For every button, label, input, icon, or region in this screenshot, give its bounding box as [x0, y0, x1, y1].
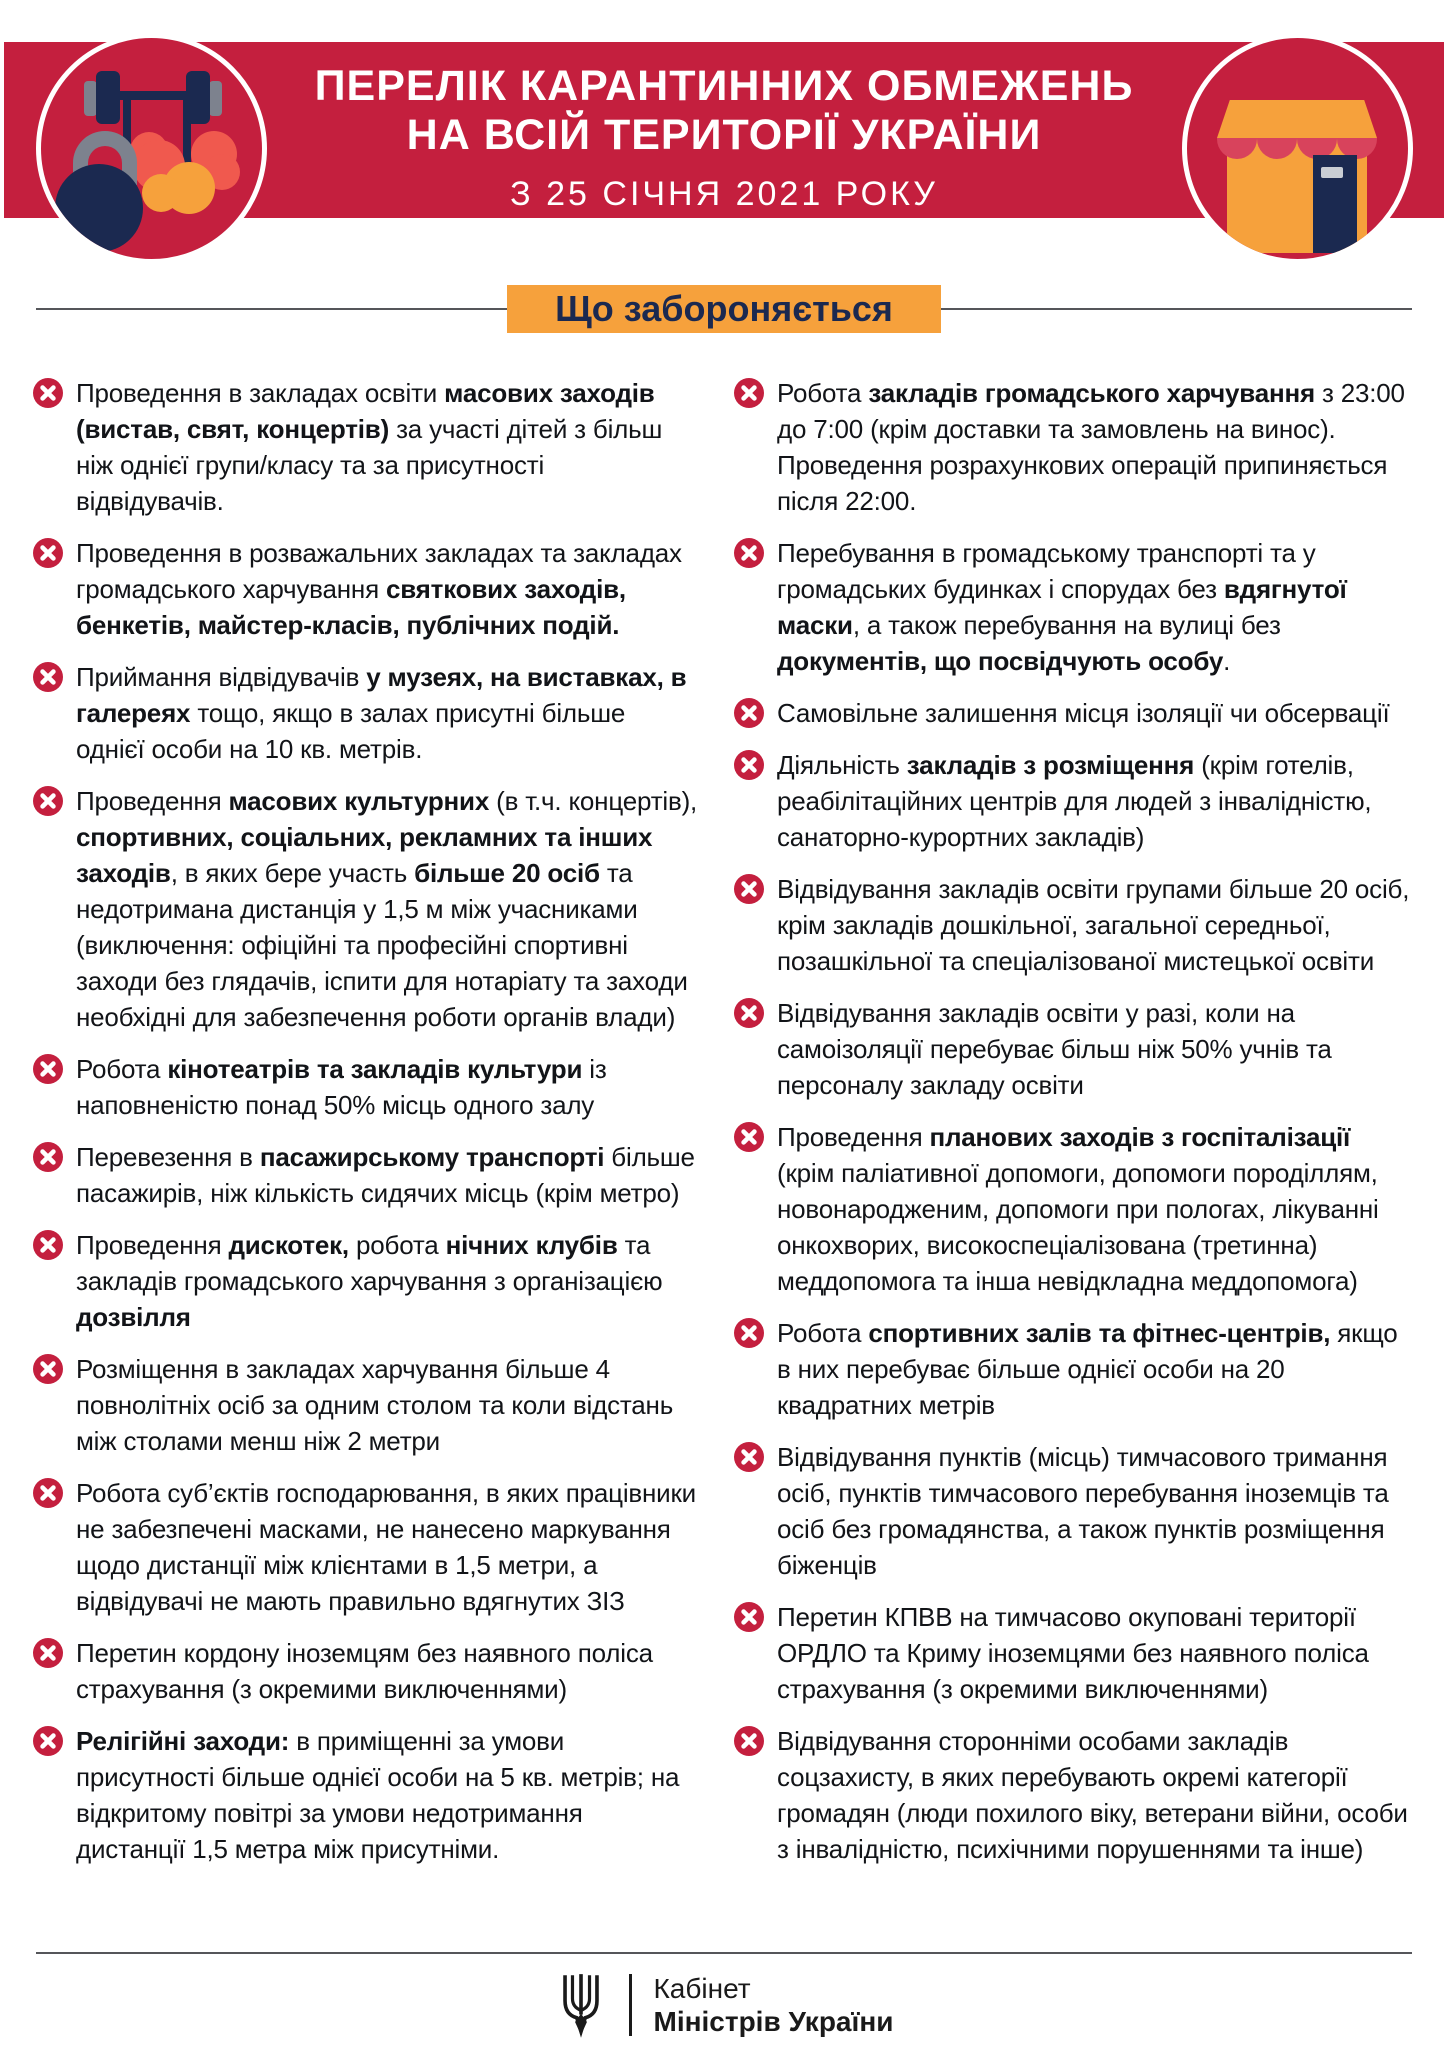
section-banner: Що забороняється [507, 285, 941, 333]
restriction-item [33, 535, 698, 643]
prohibited-x-icon [33, 662, 63, 692]
restriction-text: Перевезення в пасажирському транспорті більше пасажирів, ніж кількість сидячих місць (крім метро) [76, 1142, 695, 1208]
restrictions-column-right [734, 375, 1412, 1883]
prohibited-x-icon [734, 1318, 764, 1348]
footer-divider-line [36, 1952, 1412, 1954]
prohibited-x-icon [33, 1638, 63, 1668]
restriction-text: Проведення масових культурних (в т.ч. концертів), спортивних, соціальних, рекламних та інших заходів, в яких бере участь більше 20 осіб та недотримана дистанція у 1,5 м між учасниками (виключення: офіційні та професійні спортивні заходи без глядачів, іспити для нотаріату та заходи необхідні для забезпечення роботи органів влади) [76, 786, 698, 1032]
barbell-collar [209, 81, 222, 116]
restriction-text: Відвідування закладів освіти групами більше 20 осіб, крім закладів дошкільної, загальної середньої, позашкільної та спеціалізованої мистецької освіти [777, 874, 1410, 976]
barbell-plate [186, 71, 210, 124]
prohibited-x-icon [33, 1054, 63, 1084]
restriction-text: Самовільне залишення місця ізоляції чи обсервації [777, 698, 1390, 728]
restriction-item [33, 1227, 698, 1335]
prohibited-x-icon [734, 1442, 764, 1472]
restriction-text: Релігійні заходи: в приміщенні за умови присутності більше однієї особи на 5 кв. метрів; на відкритому повітрі за умови недотримання дистанції 1,5 метра між присутніми. [76, 1726, 680, 1864]
restriction-item [734, 1723, 1412, 1867]
restriction-item [33, 1051, 698, 1123]
restriction-item [33, 783, 698, 1035]
restriction-text: Проведення в закладах освіти масових заходів (вистав, свят, концертів) за участі дітей з більш ніж однієї групи/класу та за присутності відвідувачів. [76, 378, 663, 516]
prohibited-x-icon [33, 1726, 63, 1756]
storefront-icon [1182, 33, 1413, 264]
prohibited-x-icon [734, 1726, 764, 1756]
restriction-item [734, 995, 1412, 1103]
restriction-item [33, 1635, 698, 1707]
restriction-item [734, 535, 1412, 679]
org-name [654, 1972, 894, 2038]
prohibited-x-icon [734, 874, 764, 904]
logo-divider [629, 1974, 632, 2036]
header-titles [240, 62, 1208, 213]
restriction-text: Робота спортивних залів та фітнес-центрів, якщо в них перебуває більше однієї особи на 20 квадратних метрів [777, 1318, 1398, 1420]
restriction-item [33, 659, 698, 767]
medicine-ball [142, 174, 180, 212]
prohibited-x-icon [734, 378, 764, 408]
restriction-item [33, 1351, 698, 1459]
prohibited-x-icon [734, 1122, 764, 1152]
prohibited-x-icon [33, 1478, 63, 1508]
poster-title-line2: НА ВСІЙ ТЕРИТОРІЇ УКРАЇНИ [406, 111, 1042, 159]
restriction-item [734, 1315, 1412, 1423]
prohibited-x-icon [33, 1354, 63, 1384]
tryzub-coat-of-arms-icon [555, 1972, 607, 2038]
restriction-text: Робота закладів громадського харчування з 23:00 до 7:00 (крім доставки та замовлень на винос). Проведення розрахункових операцій припиняється після 22:00. [777, 378, 1405, 516]
poster-subtitle: З 25 СІЧНЯ 2021 РОКУ [510, 175, 938, 213]
store-awning [1217, 100, 1377, 138]
restriction-item [734, 1119, 1412, 1299]
cabinet-of-ministers-logo [0, 1972, 1448, 2038]
prohibited-x-icon [734, 1602, 764, 1632]
restriction-text: Приймання відвідувачів у музеях, на виставках, в галереях тощо, якщо в залах присутні більше однієї особи на 10 кв. метрів. [76, 662, 687, 764]
prohibited-x-icon [33, 378, 63, 408]
prohibited-x-icon [33, 1230, 63, 1260]
restriction-text: Відвідування сторонніми особами закладів соцзахисту, в яких перебувають окремі категорії громадян (люди похилого віку, ветерани війни, особи з інвалідністю, психічними порушеннями та інше) [777, 1726, 1408, 1864]
restriction-text: Робота суб’єктів господарювання, в яких працівники не забезпечені масками, не нанесено маркування щодо дистанції між клієнтами в 1,5 метри, а відвідувачі не мають правильно вдягнутих ЗІЗ [76, 1478, 697, 1616]
kettlebell-ball [55, 164, 143, 252]
restrictions-column-left [33, 375, 698, 1883]
org-name-line1: Кабінет [653, 1973, 751, 2004]
prohibited-x-icon [734, 698, 764, 728]
restriction-item [33, 1475, 698, 1619]
restriction-item [33, 1723, 698, 1867]
restriction-item [734, 1599, 1412, 1707]
prohibited-x-icon [734, 538, 764, 568]
restriction-text: Відвідування закладів освіти у разі, коли на самоізоляції перебуває більш ніж 50% учнів та персоналу закладу освіти [777, 998, 1332, 1100]
restriction-item [734, 375, 1412, 519]
prohibited-x-icon [33, 538, 63, 568]
restriction-text: Проведення в розважальних закладах та закладах громадського харчування святкових заходів, бенкетів, майстер-класів, публічних подій. [76, 538, 682, 640]
restriction-item [734, 695, 1412, 731]
door-handle [1321, 167, 1343, 178]
barbell-plate [96, 71, 120, 124]
restriction-item [734, 747, 1412, 855]
restriction-text: Перетин кордону іноземцям без наявного поліса страхування (з окремими виключеннями) [76, 1638, 653, 1704]
restriction-text: Перетин КПВВ на тимчасово окуповані території ОРДЛО та Криму іноземцями без наявного поліса страхування (з окремими виключеннями) [777, 1602, 1369, 1704]
restriction-text: Перебування в громадському транспорті та у громадських будинках і спорудах без вдягнутої маски, а також перебування на вулиці без документів, що посвідчують особу. [777, 538, 1347, 676]
restriction-text: Розміщення в закладах харчування більше 4 повнолітніх осіб за одним столом та коли відстань між столами менш ніж 2 метри [76, 1354, 674, 1456]
gym-equipment-icon [36, 33, 267, 264]
restriction-text: Відвідування пунктів (місць) тимчасового тримання осіб, пунктів тимчасового перебування іноземців та осіб без громадянства, а також пунктів розміщення біженців [777, 1442, 1389, 1580]
prohibited-x-icon [33, 1142, 63, 1172]
store-window [1237, 159, 1303, 241]
restriction-item [33, 1139, 698, 1211]
restriction-text: Проведення планових заходів з госпіталізації (крім паліативної допомоги, допомоги породіллям, новонародженим, допомоги при пологах, лікуванні онкохворих, високоспеціалізована (третинна) меддопомога та інша невідкладна меддопомога) [777, 1122, 1379, 1296]
org-name-line2: Міністрів України [653, 2006, 894, 2037]
prohibited-x-icon [33, 786, 63, 816]
poster-title-line1: ПЕРЕЛІК КАРАНТИННИХ ОБМЕЖЕНЬ [314, 62, 1134, 110]
restriction-text: Діяльність закладів з розміщення (крім готелів, реабілітаційних центрів для людей з інвалідністю, санаторно-курортних закладів) [777, 750, 1372, 852]
restriction-item [734, 871, 1412, 979]
restriction-text: Робота кінотеатрів та закладів культури із наповненістю понад 50% місць одного залу [76, 1054, 607, 1120]
restriction-item [33, 375, 698, 519]
prohibited-x-icon [734, 998, 764, 1028]
prohibited-x-icon [734, 750, 764, 780]
restriction-text: Проведення дискотек, робота нічних клубів та закладів громадського харчування з організацією дозвілля [76, 1230, 663, 1332]
restriction-item [734, 1439, 1412, 1583]
